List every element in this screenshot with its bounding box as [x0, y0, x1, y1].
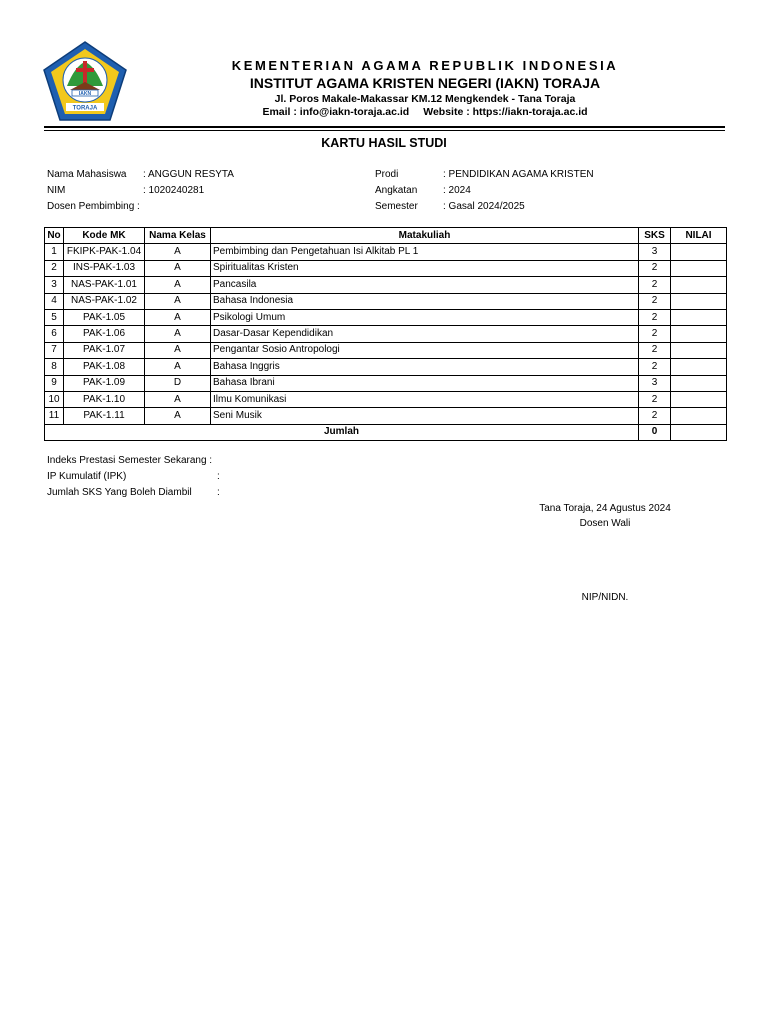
col-header-kelas: Nama Kelas: [145, 228, 211, 244]
institute-name: INSTITUT AGAMA KRISTEN NEGERI (IAKN) TORAJA: [249, 75, 601, 91]
document-title: KARTU HASIL STUDI: [321, 136, 447, 150]
table-row: [45, 342, 727, 358]
institute-contact: [140, 106, 710, 118]
cell-sks: 2: [639, 359, 671, 375]
cell-matakuliah: Pembimbing dan Pengetahuan Isi Alkitab PL 1: [211, 244, 639, 260]
prodi-value: : PENDIDIKAN AGAMA KRISTEN: [443, 169, 594, 180]
cell-kelas: A: [145, 359, 211, 375]
sks-allowed-colon: :: [217, 487, 220, 498]
cell-nilai: [671, 408, 727, 424]
cell-sks: 3: [639, 375, 671, 391]
angkatan-value: : 2024: [443, 185, 471, 196]
course-table: [44, 227, 727, 441]
table-row: [45, 309, 727, 325]
cell-kelas: A: [145, 293, 211, 309]
cell-kode: PAK-1.07: [64, 342, 145, 358]
table-row: [45, 391, 727, 407]
table-row: [45, 277, 727, 293]
cell-sks: 2: [639, 408, 671, 424]
table-row: [45, 408, 727, 424]
cell-no: 9: [45, 375, 64, 391]
contact-website[interactable]: Website : https://iakn-toraja.ac.id: [423, 106, 588, 118]
cell-sks: 2: [639, 391, 671, 407]
cell-sks: 2: [639, 326, 671, 342]
cell-kode: PAK-1.11: [64, 408, 145, 424]
cell-kode: FKIPK-PAK-1.04: [64, 244, 145, 260]
cell-sks: 2: [639, 293, 671, 309]
institute-address: Jl. Poros Makale-Makassar KM.12 Mengkendek - Tana Toraja: [274, 93, 576, 105]
semester-label: Semester: [375, 201, 418, 212]
cell-matakuliah: Pengantar Sosio Antropologi: [211, 342, 639, 358]
cell-kelas: D: [145, 375, 211, 391]
col-header-no: No: [45, 228, 64, 244]
cell-nilai: [671, 244, 727, 260]
table-row: [45, 326, 727, 342]
cell-kode: INS-PAK-1.03: [64, 260, 145, 276]
cell-nilai: [671, 277, 727, 293]
cell-kode: PAK-1.08: [64, 359, 145, 375]
cell-nilai: [671, 326, 727, 342]
ministry-name: KEMENTERIAN AGAMA REPUBLIK INDONESIA: [231, 58, 619, 73]
cell-matakuliah: Seni Musik: [211, 408, 639, 424]
cell-nilai: [671, 293, 727, 309]
nim-value: : 1020240281: [143, 185, 205, 196]
cell-kelas: A: [145, 408, 211, 424]
cell-kelas: A: [145, 326, 211, 342]
table-row: [45, 359, 727, 375]
cell-no: 7: [45, 342, 64, 358]
cell-matakuliah: Bahasa Inggris: [211, 359, 639, 375]
logo-text-bottom: TORAJA: [72, 105, 98, 112]
student-name-label: Nama Mahasiswa: [47, 169, 127, 180]
cell-nilai: [671, 260, 727, 276]
signature-role: Dosen Wali: [579, 518, 631, 529]
cell-sks: 3: [639, 244, 671, 260]
student-name-value: : ANGGUN RESYTA: [143, 169, 234, 180]
table-row: [45, 260, 727, 276]
col-header-nilai: NILAI: [671, 228, 727, 244]
logo-text-top: IAKN: [78, 91, 92, 97]
table-row: [45, 375, 727, 391]
signature-nip: NIP/NIDN.: [581, 592, 629, 603]
cell-no: 5: [45, 309, 64, 325]
cell-kode: PAK-1.05: [64, 309, 145, 325]
total-sks: 0: [639, 424, 671, 440]
total-label: Jumlah: [45, 424, 639, 440]
cell-sks: 2: [639, 277, 671, 293]
col-header-matakuliah: Matakuliah: [211, 228, 639, 244]
cell-kelas: A: [145, 342, 211, 358]
cell-no: 4: [45, 293, 64, 309]
nim-label: NIM: [47, 185, 66, 196]
semester-value: : Gasal 2024/2025: [443, 201, 525, 212]
col-header-sks: SKS: [639, 228, 671, 244]
cell-sks: 2: [639, 309, 671, 325]
total-nilai: [671, 424, 727, 440]
header-rule-thin: [44, 130, 725, 131]
ipk-colon: :: [217, 471, 220, 482]
header-rule-thick: [44, 126, 725, 128]
cell-matakuliah: Ilmu Komunikasi: [211, 391, 639, 407]
cell-nilai: [671, 342, 727, 358]
cell-no: 10: [45, 391, 64, 407]
cell-kode: PAK-1.09: [64, 375, 145, 391]
cell-matakuliah: Bahasa Indonesia: [211, 293, 639, 309]
angkatan-label: Angkatan: [375, 185, 418, 196]
cell-matakuliah: Pancasila: [211, 277, 639, 293]
cell-kelas: A: [145, 391, 211, 407]
cell-kode: PAK-1.10: [64, 391, 145, 407]
table-row: [45, 244, 727, 260]
cell-kelas: A: [145, 309, 211, 325]
contact-email[interactable]: Email : info@iakn-toraja.ac.id: [262, 106, 410, 118]
iakn-toraja-logo: [42, 40, 128, 122]
table-row: [45, 293, 727, 309]
signature-place-date: Tana Toraja, 24 Agustus 2024: [539, 503, 671, 514]
cell-no: 2: [45, 260, 64, 276]
cell-no: 8: [45, 359, 64, 375]
cell-kode: NAS-PAK-1.01: [64, 277, 145, 293]
cell-matakuliah: Spiritualitas Kristen: [211, 260, 639, 276]
cell-no: 1: [45, 244, 64, 260]
col-header-kode: Kode MK: [64, 228, 145, 244]
cell-no: 3: [45, 277, 64, 293]
cell-no: 11: [45, 408, 64, 424]
cell-nilai: [671, 359, 727, 375]
cell-matakuliah: Dasar-Dasar Kependidikan: [211, 326, 639, 342]
cell-kode: PAK-1.06: [64, 326, 145, 342]
cell-sks: 2: [639, 342, 671, 358]
cell-kelas: A: [145, 277, 211, 293]
ips-label: Indeks Prestasi Semester Sekarang :: [47, 455, 213, 466]
cell-no: 6: [45, 326, 64, 342]
cell-nilai: [671, 391, 727, 407]
cell-kelas: A: [145, 260, 211, 276]
cell-nilai: [671, 375, 727, 391]
table-header-row: [45, 228, 727, 244]
table-total-row: [45, 424, 727, 440]
cell-kelas: A: [145, 244, 211, 260]
cell-kode: NAS-PAK-1.02: [64, 293, 145, 309]
ipk-label: IP Kumulatif (IPK): [47, 471, 127, 482]
cell-matakuliah: Psikologi Umum: [211, 309, 639, 325]
prodi-label: Prodi: [375, 169, 399, 180]
cell-nilai: [671, 309, 727, 325]
advisor-label: Dosen Pembimbing :: [47, 201, 140, 212]
cell-sks: 2: [639, 260, 671, 276]
sks-allowed-label: Jumlah SKS Yang Boleh Diambil: [47, 487, 192, 498]
cell-matakuliah: Bahasa Ibrani: [211, 375, 639, 391]
